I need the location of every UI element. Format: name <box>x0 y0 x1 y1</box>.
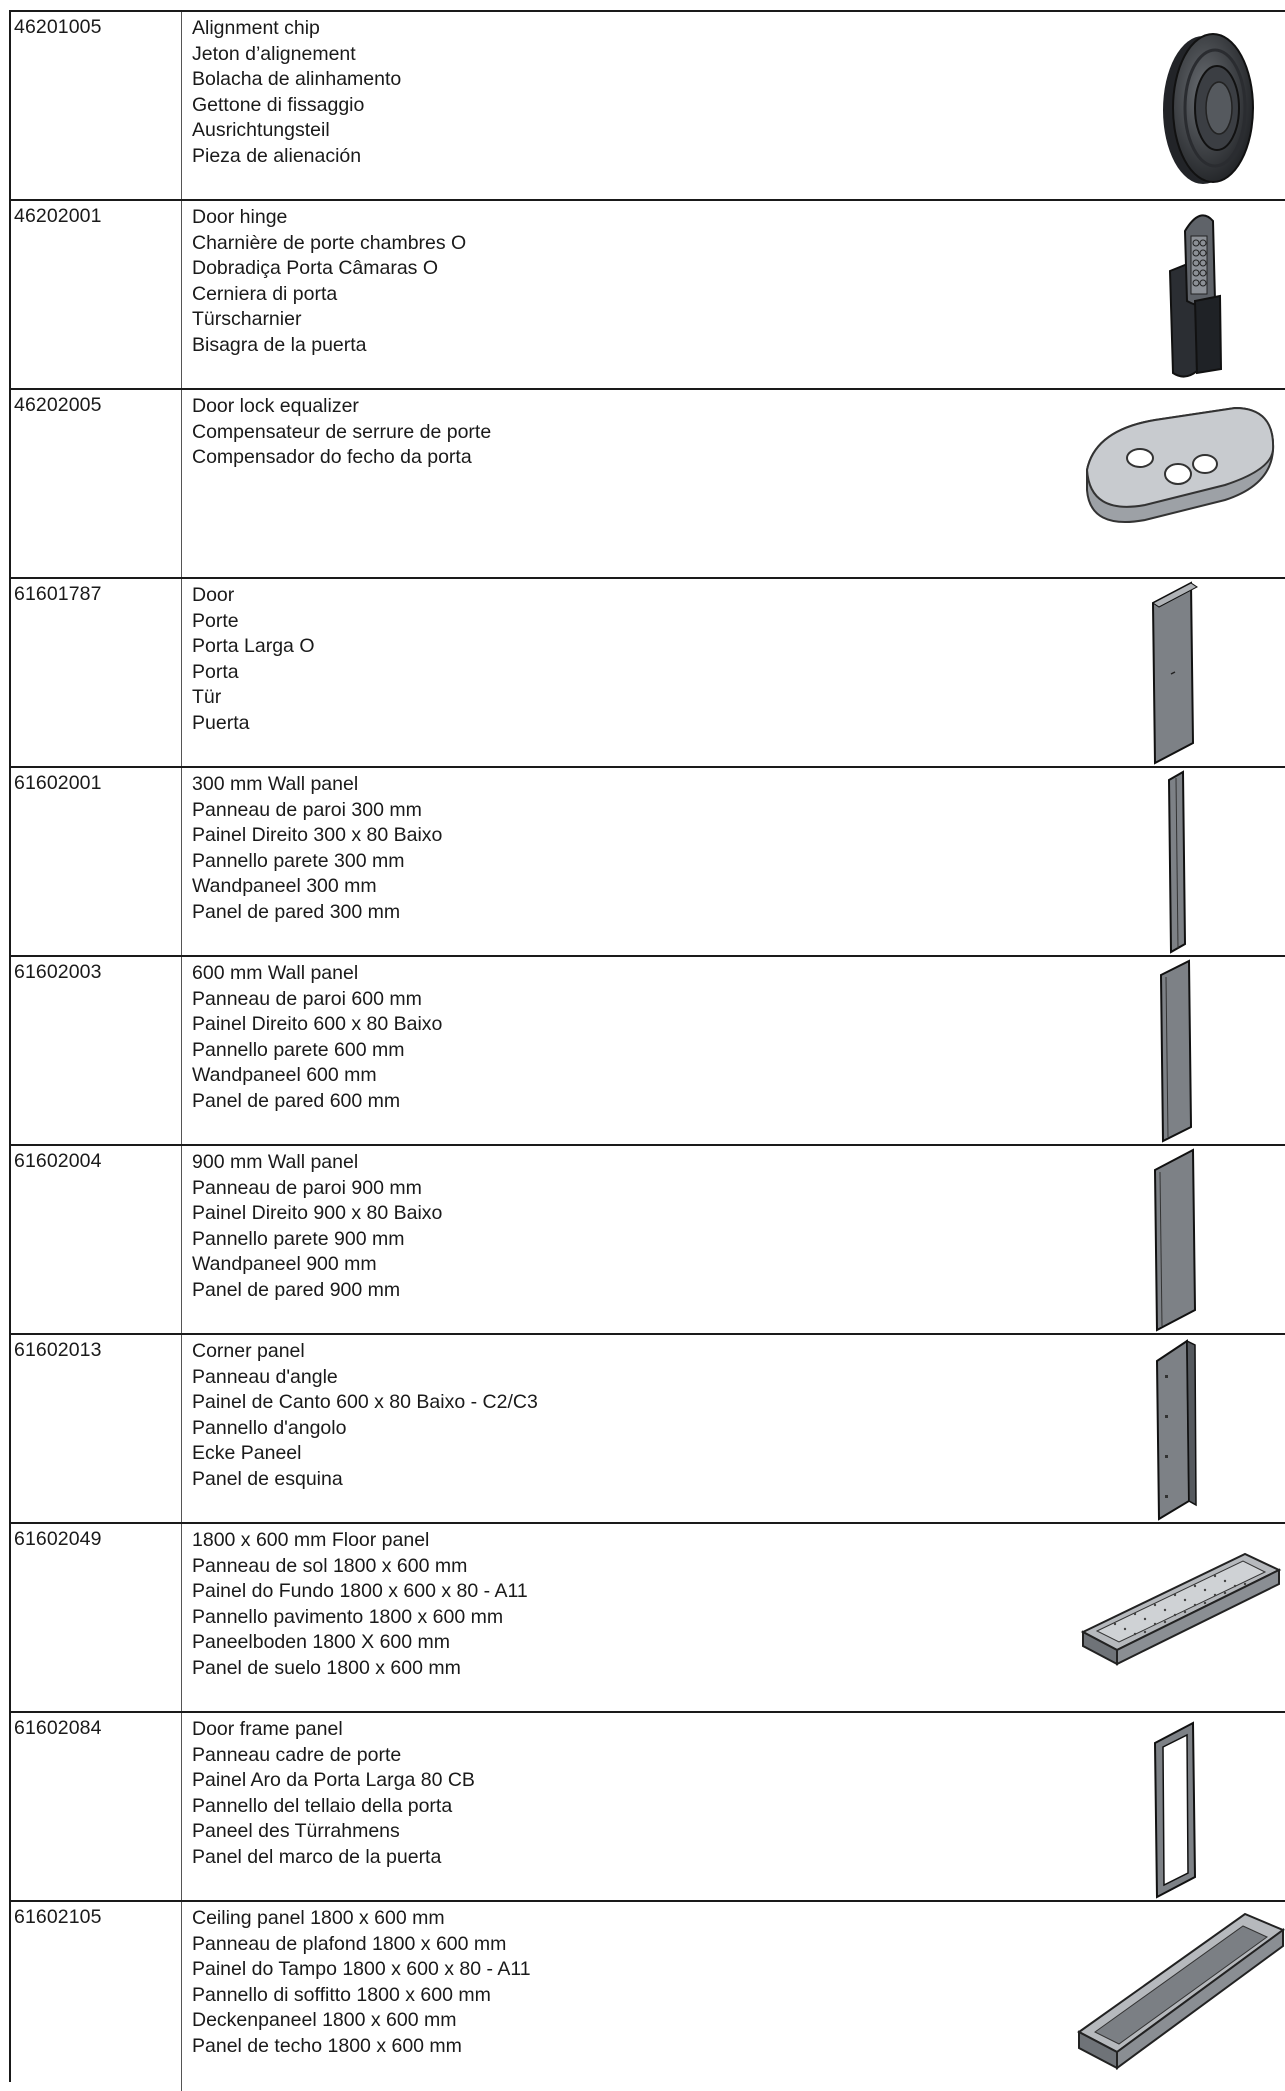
name-pt: Painel Direito 900 x 80 Baixo <box>192 1202 443 1224</box>
part-code: 46201005 <box>14 16 102 38</box>
part-code: 61602013 <box>14 1339 102 1361</box>
corner-panel-icon <box>1075 1335 1285 1521</box>
column-divider <box>181 1524 182 1711</box>
part-code: 61602049 <box>14 1528 102 1550</box>
part-names <box>192 1528 528 1681</box>
name-pt: Painel Direito 300 x 80 Baixo <box>192 824 443 846</box>
floor-panel-icon <box>1075 1524 1285 1710</box>
name-it: Pannello del tellaio della porta <box>192 1794 453 1817</box>
name-it: Cerniera di porta <box>192 282 338 305</box>
name-de: Ausrichtungsteil <box>192 119 330 141</box>
name-es: Panel de pared 600 mm <box>192 1089 401 1112</box>
part-names <box>192 394 491 471</box>
column-divider <box>181 201 182 388</box>
table-row <box>11 12 1285 201</box>
wall-panel-600-icon <box>1075 957 1285 1143</box>
name-en: Ceiling panel 1800 x 600 mm <box>192 1907 445 1929</box>
part-names <box>192 961 442 1114</box>
name-fr: Panneau de sol 1800 x 600 mm <box>192 1554 468 1577</box>
alignment-chip-icon <box>1075 12 1285 198</box>
wall-panel-900-icon <box>1075 1146 1285 1332</box>
part-code: 46202005 <box>14 394 102 416</box>
part-code: 61602003 <box>14 961 102 983</box>
name-it: Pannello di soffitto 1800 x 600 mm <box>192 1983 491 2006</box>
name-es: Panel de pared 900 mm <box>192 1278 401 1301</box>
name-de: Wandpaneel 600 mm <box>192 1064 377 1086</box>
name-es: Panel de techo 1800 x 600 mm <box>192 2034 462 2057</box>
name-en: 300 mm Wall panel <box>192 773 359 795</box>
table-row <box>11 1146 1285 1335</box>
name-it: Pannello d'angolo <box>192 1416 347 1439</box>
name-en: Door hinge <box>192 206 288 228</box>
parts-table <box>9 10 1285 2082</box>
name-pt: Painel Direito 600 x 80 Baixo <box>192 1013 443 1035</box>
column-divider <box>181 1146 182 1333</box>
door-frame-panel-icon <box>1075 1713 1285 1899</box>
part-code: 61601787 <box>14 583 102 605</box>
name-de: Wandpaneel 300 mm <box>192 875 377 897</box>
part-code: 61602084 <box>14 1717 102 1739</box>
part-code: 61602001 <box>14 772 102 794</box>
door-hinge-icon <box>1075 201 1285 387</box>
part-names <box>192 16 401 169</box>
part-code: 61602105 <box>14 1906 102 1928</box>
name-en: 1800 x 600 mm Floor panel <box>192 1529 430 1551</box>
name-es: Pieza de alienación <box>192 144 362 167</box>
column-divider <box>181 1902 182 2091</box>
name-pt: Compensador do fecho da porta <box>192 446 472 468</box>
name-fr: Panneau d'angle <box>192 1365 338 1388</box>
name-en: Door frame panel <box>192 1718 343 1740</box>
name-pt: Painel Aro da Porta Larga 80 CB <box>192 1769 475 1791</box>
column-divider <box>181 1335 182 1522</box>
name-it: Pannello pavimento 1800 x 600 mm <box>192 1605 504 1628</box>
name-en: 600 mm Wall panel <box>192 962 359 984</box>
name-fr: Porte <box>192 609 239 632</box>
part-names <box>192 583 314 736</box>
name-pt: Painel do Fundo 1800 x 600 x 80 - A11 <box>192 1580 528 1602</box>
name-de: Deckenpaneel 1800 x 600 mm <box>192 2009 457 2031</box>
name-pt: Painel do Tampo 1800 x 600 x 80 - A11 <box>192 1958 531 1980</box>
name-pt: Bolacha de alinhamento <box>192 68 402 90</box>
name-fr: Charnière de porte chambres O <box>192 231 467 254</box>
part-code: 46202001 <box>14 205 102 227</box>
column-divider <box>181 390 182 577</box>
name-en: Corner panel <box>192 1340 305 1362</box>
door-icon <box>1075 579 1285 765</box>
table-row <box>11 1902 1285 2091</box>
name-de: Ecke Paneel <box>192 1442 302 1464</box>
ceiling-panel-icon <box>1075 1902 1285 2088</box>
name-fr: Panneau de paroi 900 mm <box>192 1176 422 1199</box>
name-fr: Panneau cadre de porte <box>192 1743 402 1766</box>
name-fr: Panneau de plafond 1800 x 600 mm <box>192 1932 507 1955</box>
table-row <box>11 1335 1285 1524</box>
column-divider <box>181 12 182 199</box>
table-row <box>11 579 1285 768</box>
part-names <box>192 1906 531 2059</box>
name-it: Pannello parete 300 mm <box>192 849 405 872</box>
name-fr: Panneau de paroi 300 mm <box>192 798 422 821</box>
column-divider <box>181 957 182 1144</box>
name-en: 900 mm Wall panel <box>192 1151 359 1173</box>
table-row <box>11 390 1285 579</box>
name-it: Pannello parete 600 mm <box>192 1038 405 1061</box>
name-es: Panel del marco de la puerta <box>192 1845 442 1868</box>
table-row <box>11 957 1285 1146</box>
table-row <box>11 768 1285 957</box>
name-fr: Compensateur de serrure de porte <box>192 420 492 443</box>
table-row <box>11 1524 1285 1713</box>
part-code: 61602004 <box>14 1150 102 1172</box>
name-en: Door <box>192 584 235 606</box>
part-names <box>192 205 466 358</box>
name-en: Alignment chip <box>192 17 320 39</box>
name-de: Wandpaneel 900 mm <box>192 1253 377 1275</box>
name-pt: Painel de Canto 600 x 80 Baixo - C2/C3 <box>192 1391 538 1413</box>
name-de: Paneelboden 1800 X 600 mm <box>192 1631 451 1653</box>
name-es: Puerta <box>192 711 250 734</box>
name-es: Bisagra de la puerta <box>192 333 367 356</box>
wall-panel-300-icon <box>1075 768 1285 954</box>
name-pt: Dobradiça Porta Câmaras O <box>192 257 439 279</box>
name-fr: Jeton d’alignement <box>192 42 356 65</box>
name-de: Paneel des Türrahmens <box>192 1820 400 1842</box>
name-de: Türscharnier <box>192 308 302 330</box>
name-es: Panel de suelo 1800 x 600 mm <box>192 1656 461 1679</box>
column-divider <box>181 768 182 955</box>
name-es: Panel de pared 300 mm <box>192 900 401 923</box>
part-names <box>192 1717 475 1870</box>
name-es: Panel de esquina <box>192 1467 343 1490</box>
part-names <box>192 1339 538 1492</box>
name-de: Tür <box>192 686 222 708</box>
name-pt: Porta Larga O <box>192 635 315 657</box>
part-names <box>192 772 442 925</box>
name-it: Pannello parete 900 mm <box>192 1227 405 1250</box>
name-it: Gettone di fissaggio <box>192 93 365 116</box>
table-row <box>11 201 1285 390</box>
door-lock-equalizer-icon <box>1075 390 1285 576</box>
name-en: Door lock equalizer <box>192 395 359 417</box>
column-divider <box>181 579 182 766</box>
table-row <box>11 1713 1285 1902</box>
part-names <box>192 1150 442 1303</box>
name-fr: Panneau de paroi 600 mm <box>192 987 422 1010</box>
name-it: Porta <box>192 660 239 683</box>
column-divider <box>181 1713 182 1900</box>
